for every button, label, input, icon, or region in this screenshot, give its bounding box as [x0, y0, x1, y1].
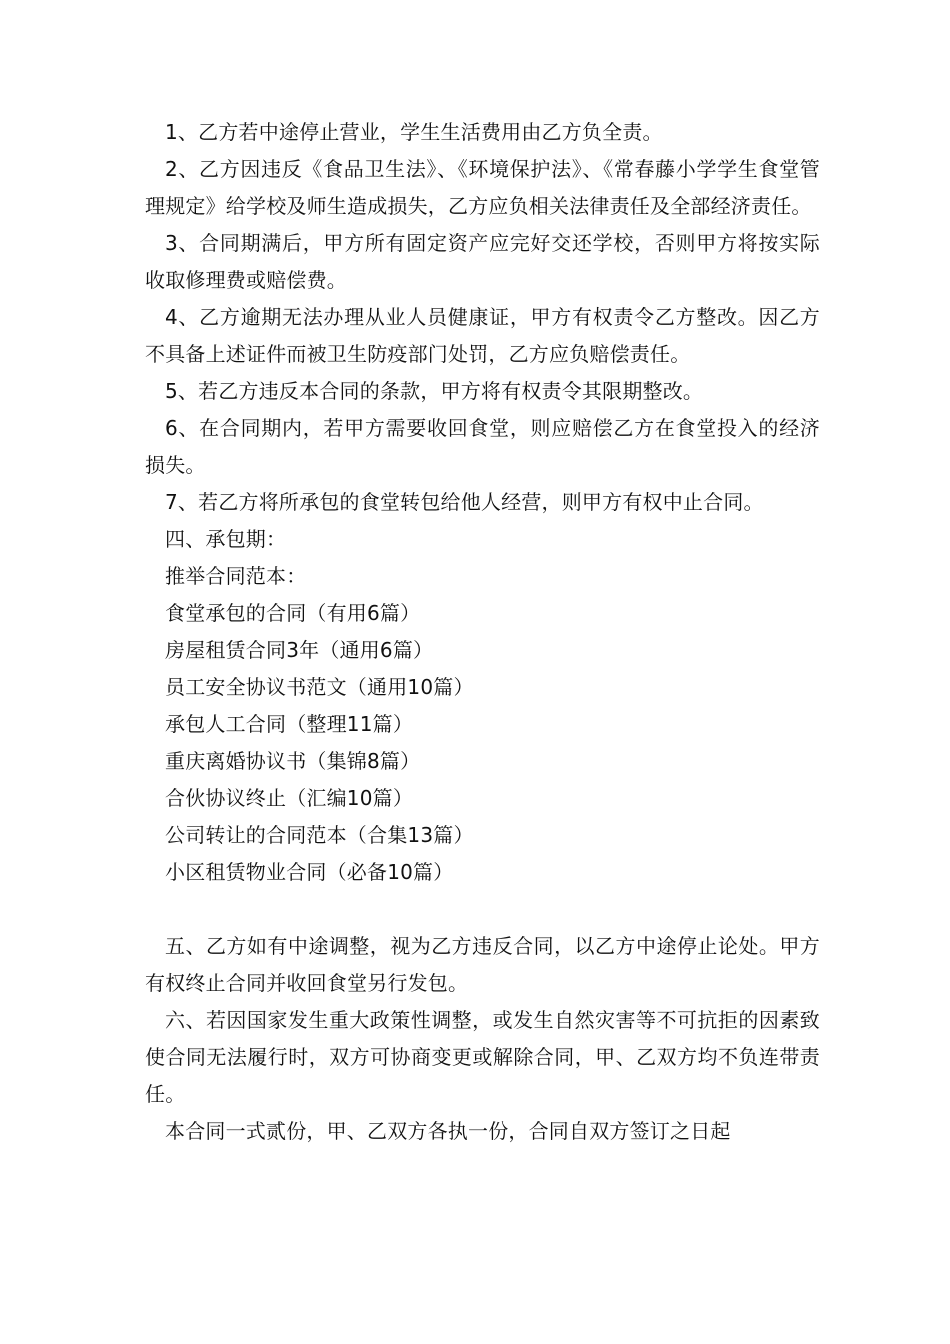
- clause-2: 2、乙方因违反《食品卫生法》、《环境保护法》、《常春藤小学学生食堂管理规定》给学校及师生造成损失，乙方应负相关法律责任及全部经济责任。: [145, 157, 820, 218]
- recommend-link[interactable]: 食堂承包的合同（有用6篇）: [165, 601, 421, 625]
- recommend-link[interactable]: 重庆离婚协议书（集锦8篇）: [165, 749, 421, 773]
- document-body: [145, 114, 820, 1150]
- clause-7: 7、若乙方将所承包的食堂转包给他人经营，则甲方有权中止合同。: [165, 490, 764, 514]
- clause-1: 1、乙方若中途停止营业，学生生活费用由乙方负全责。: [165, 120, 663, 144]
- section-4-heading: 四、承包期：: [165, 527, 287, 551]
- recommend-link[interactable]: 承包人工合同（整理11篇）: [165, 712, 414, 736]
- recommend-link[interactable]: 合伙协议终止（汇编10篇）: [165, 786, 414, 810]
- section-5: 五、乙方如有中途调整，视为乙方违反合同，以乙方中途停止论处。甲方有权终止合同并收回食堂另行发包。: [145, 934, 820, 995]
- recommend-link[interactable]: 小区租赁物业合同（必备10篇）: [165, 860, 454, 884]
- recommend-heading: 推举合同范本：: [165, 564, 307, 588]
- clause-6: 6、在合同期内，若甲方需要收回食堂，则应赔偿乙方在食堂投入的经济损失。: [145, 416, 820, 477]
- recommend-link[interactable]: 公司转让的合同范本（合集13篇）: [165, 823, 474, 847]
- closing-paragraph: 本合同一式贰份，甲、乙双方各执一份，合同自双方签订之日起: [165, 1119, 731, 1143]
- clause-3: 3、合同期满后，甲方所有固定资产应完好交还学校，否则甲方将按实际收取修理费或赔偿费。: [145, 231, 820, 292]
- clause-4: 4、乙方逾期无法办理从业人员健康证，甲方有权责令乙方整改。因乙方不具备上述证件而被卫生防疫部门处罚，乙方应负赔偿责任。: [145, 305, 820, 366]
- recommend-link[interactable]: 房屋租赁合同3年（通用6篇）: [165, 638, 434, 662]
- section-6: 六、若因国家发生重大政策性调整，或发生自然灾害等不可抗拒的因素致使合同无法履行时，双方可协商变更或解除合同，甲、乙双方均不负连带责任。: [145, 1008, 820, 1106]
- blank-line: [145, 891, 820, 928]
- recommend-link[interactable]: 员工安全协议书范文（通用10篇）: [165, 675, 474, 699]
- clause-5: 5、若乙方违反本合同的条款，甲方将有权责令其限期整改。: [165, 379, 704, 403]
